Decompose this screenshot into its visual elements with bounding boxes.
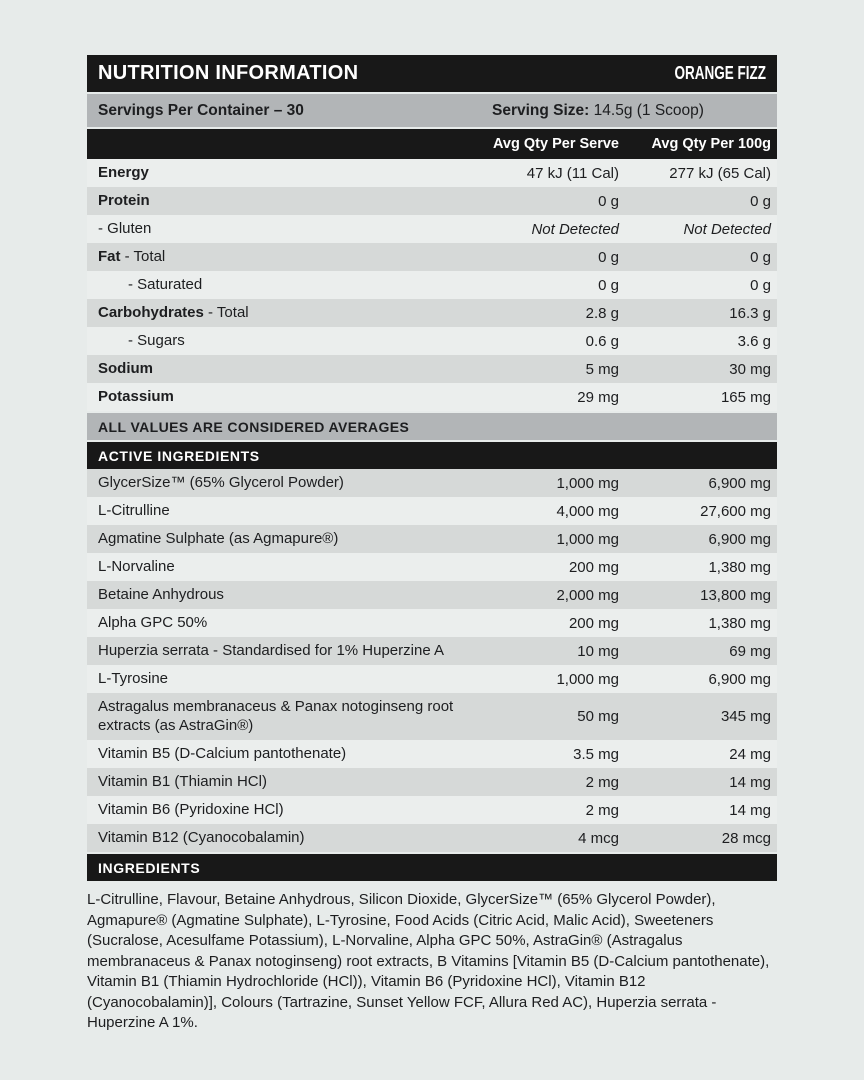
row-label: Huperzia serrata - Standardised for 1% Huperzine A — [98, 641, 445, 659]
nutrition-row — [87, 327, 777, 355]
value-per-100g: 30 mg — [729, 360, 771, 378]
active-ingredient-row — [87, 637, 777, 665]
row-label: Vitamin B5 (D-Calcium pantothenate) — [98, 744, 347, 762]
nutrition-row — [87, 299, 777, 327]
active-ingredient-row — [87, 796, 777, 824]
value-per-serve: 50 mg — [577, 708, 619, 725]
active-ingredient-row — [87, 497, 777, 525]
value-per-100g: 0 g — [750, 276, 771, 294]
value-per-100g: Not Detected — [683, 220, 771, 238]
row-label: Vitamin B12 (Cyanocobalamin) — [98, 828, 305, 846]
nutrition-row — [87, 383, 777, 411]
active-ingredient-row — [87, 693, 777, 740]
row-label: Alpha GPC 50% — [98, 613, 208, 631]
value-per-100g: 13,800 mg — [700, 586, 771, 604]
row-label: GlycerSize™ (65% Glycerol Powder) — [98, 473, 344, 491]
ingredients-text: L-Citrulline, Flavour, Betaine Anhydrous, Silicon Dioxide, GlycerSize™ (65% Glycerol Powder), Agmapure® (Agmatine Sulphate), L-Tyrosine, Food Acids (Citric Acid, Malic Acid), Sweeteners (Sucralose, Acesulfame Potassium), L-Norvaline, Alpha GPC 50%, AstraGin® (Astragalus membranaceus & Panax notoginseng) root extracts, B Vitamins [Vitamin B5 (D-Calcium pantothenate), Vitamin B1 (Thiamin Hydrochloride (HCl)), Vitamin B6 (Pyridoxine HCl), Vitamin B12 (Cyanocobalamin)], Colours (Tartrazine, Sunset Yellow FCF, Allura Red AC), Huperzia serrata - Huperzine A 1%. — [87, 891, 770, 1031]
value-per-serve: 1,000 mg — [556, 670, 619, 688]
value-per-100g: 14 mg — [729, 801, 771, 819]
nutrition-table — [87, 159, 777, 411]
value-per-100g: 6,900 mg — [708, 474, 771, 492]
row-label: Astragalus membranaceus & Panax notoginseng root extracts (as AstraGin®) — [98, 697, 454, 734]
panel-title-bar — [87, 55, 777, 92]
value-per-100g: 6,900 mg — [708, 670, 771, 688]
value-per-serve: 2 mg — [585, 801, 619, 819]
value-per-serve: 1,000 mg — [556, 530, 619, 548]
ingredients-header-bar — [87, 854, 777, 881]
serving-size — [492, 102, 704, 120]
row-label: - Gluten — [98, 219, 152, 237]
value-per-serve: 5 mg — [585, 360, 619, 378]
flavor-name: ORANGE FIZZ — [674, 63, 766, 83]
averages-note-bar — [87, 413, 777, 440]
value-per-100g: 0 g — [750, 192, 771, 210]
value-per-serve: 47 kJ (11 Cal) — [526, 164, 619, 182]
active-ingredient-row — [87, 581, 777, 609]
panel-title: NUTRITION INFORMATION — [98, 62, 359, 84]
nutrition-panel — [87, 55, 777, 1034]
active-ingredient-row — [87, 469, 777, 497]
value-per-serve: 0 g — [598, 276, 619, 294]
active-ingredient-row — [87, 609, 777, 637]
row-label: L-Tyrosine — [98, 669, 169, 687]
active-ingredient-row — [87, 740, 777, 768]
value-per-100g: 6,900 mg — [708, 530, 771, 548]
row-label: Carbohydrates - Total — [98, 303, 249, 321]
row-label: Protein — [98, 191, 150, 209]
column-header-per-serve: Avg Qty Per Serve — [493, 136, 619, 152]
row-label: Betaine Anhydrous — [98, 585, 224, 603]
row-label: Energy — [98, 163, 149, 181]
value-per-100g: 27,600 mg — [700, 502, 771, 520]
active-ingredient-row — [87, 553, 777, 581]
nutrition-row — [87, 159, 777, 187]
value-per-100g: 24 mg — [729, 745, 771, 763]
value-per-serve: Not Detected — [531, 220, 619, 238]
value-per-serve: 29 mg — [577, 388, 619, 406]
value-per-serve: 4,000 mg — [556, 502, 619, 520]
active-ingredients-table — [87, 469, 777, 852]
value-per-serve: 10 mg — [577, 642, 619, 660]
value-per-serve: 2 mg — [585, 773, 619, 791]
active-ingredient-row — [87, 525, 777, 553]
row-label: - Sugars — [128, 331, 185, 349]
value-per-serve: 2.8 g — [585, 304, 619, 322]
row-label: Vitamin B6 (Pyridoxine HCl) — [98, 800, 284, 818]
servings-per-container: Servings Per Container – 30 — [98, 101, 304, 119]
value-per-100g: 277 kJ (65 Cal) — [669, 164, 771, 182]
row-label: - Saturated — [128, 275, 203, 293]
row-label: Sodium — [98, 359, 153, 377]
averages-note: ALL VALUES ARE CONSIDERED AVERAGES — [98, 418, 410, 435]
value-per-100g: 16.3 g — [729, 304, 771, 322]
serving-size-label: Serving Size: — [492, 101, 590, 119]
nutrition-row — [87, 243, 777, 271]
value-per-serve: 0.6 g — [585, 332, 619, 350]
value-per-serve: 200 mg — [568, 614, 619, 632]
value-per-serve: 2,000 mg — [556, 586, 619, 604]
value-per-serve: 0 g — [598, 192, 619, 210]
value-per-serve: 3.5 mg — [573, 745, 619, 763]
serving-info-bar — [87, 94, 777, 127]
nutrition-row — [87, 355, 777, 383]
value-per-100g: 14 mg — [729, 773, 771, 791]
row-label: Agmatine Sulphate (as Agmapure®) — [98, 529, 339, 547]
active-ingredients-heading: ACTIVE INGREDIENTS — [98, 447, 260, 464]
nutrition-row — [87, 187, 777, 215]
row-label: Fat - Total — [98, 247, 166, 265]
value-per-100g: 69 mg — [729, 642, 771, 660]
value-per-serve: 200 mg — [568, 558, 619, 576]
row-label: L-Citrulline — [98, 501, 170, 519]
value-per-100g: 0 g — [750, 248, 771, 266]
value-per-100g: 345 mg — [720, 708, 771, 725]
value-per-serve: 4 mcg — [578, 829, 619, 847]
row-label: Potassium — [98, 387, 174, 405]
value-per-100g: 28 mcg — [721, 829, 771, 847]
value-per-100g: 1,380 mg — [708, 558, 771, 576]
row-label: L-Norvaline — [98, 557, 175, 575]
column-header-per-100g: Avg Qty Per 100g — [651, 136, 771, 152]
value-per-100g: 3.6 g — [737, 332, 771, 350]
nutrition-row — [87, 271, 777, 299]
serving-size-value: 14.5g (1 Scoop) — [589, 101, 704, 119]
value-per-serve: 1,000 mg — [556, 474, 619, 492]
active-ingredient-row — [87, 665, 777, 693]
active-ingredient-row — [87, 768, 777, 796]
value-per-100g: 165 mg — [720, 388, 771, 406]
ingredients-heading: INGREDIENTS — [98, 859, 201, 876]
row-label: Vitamin B1 (Thiamin HCl) — [98, 772, 267, 790]
active-ingredient-row — [87, 824, 777, 852]
nutrition-row — [87, 215, 777, 243]
active-ingredients-header-bar — [87, 442, 777, 469]
value-per-serve: 0 g — [598, 248, 619, 266]
column-headers-bar — [87, 129, 777, 159]
value-per-100g: 1,380 mg — [708, 614, 771, 632]
